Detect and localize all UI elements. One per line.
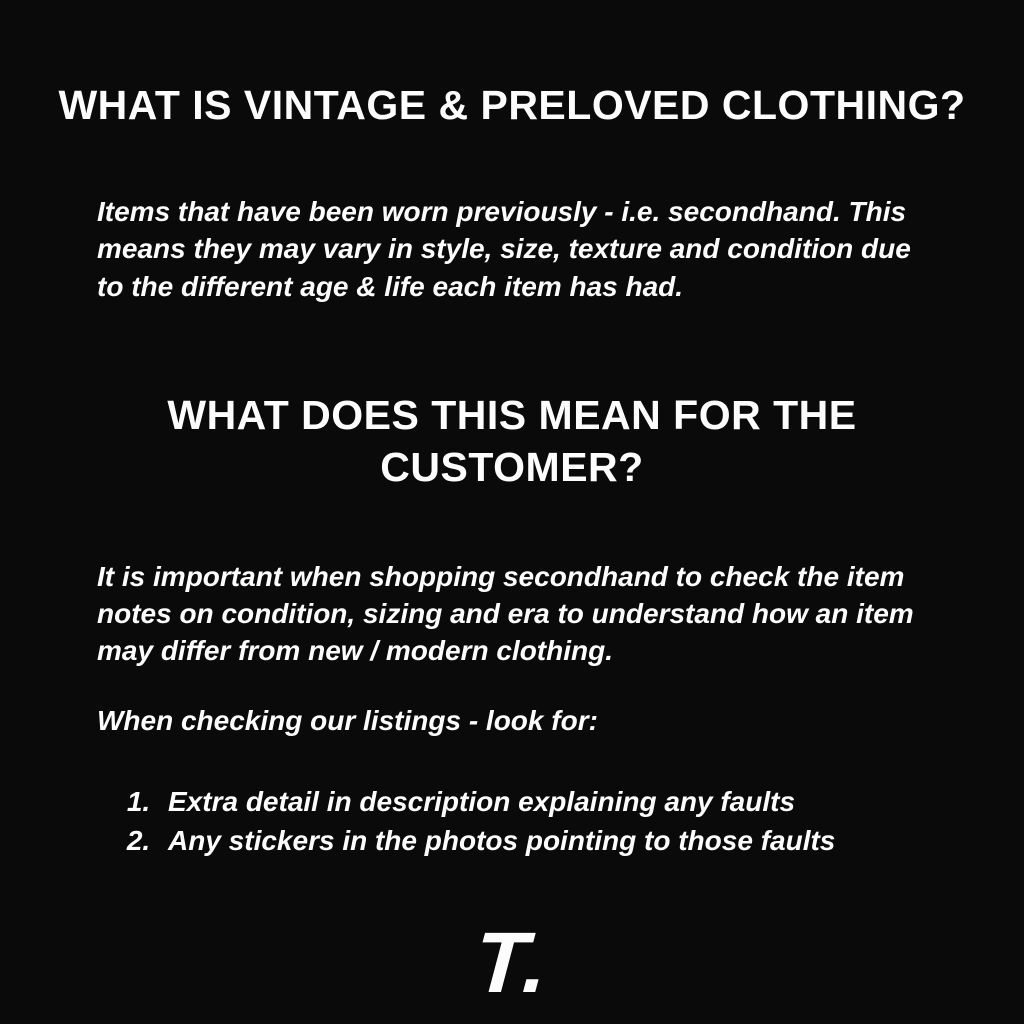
checklist-item: 2. Any stickers in the photos pointing to those faults [158,821,1024,861]
checklist-item: 1. Extra detail in description explaining any faults [158,782,1024,822]
brand-logo: T. [471,915,553,1011]
customer-info-paragraph: It is important when shopping secondhand to check the item notes on condition, sizing and era to understand how an item may differ from new / modern clothing. [97,560,914,667]
section-heading-line-2: CUSTOMER? [380,444,644,491]
section-heading-line-1: WHAT DOES THIS MEAN FOR THE [167,391,857,438]
listings-checklist [0,782,1024,862]
page-title: WHAT IS VINTAGE & PRELOVED CLOTHING? [58,82,966,128]
intro-paragraph: Items that have been worn previously - i.e. secondhand. This means they may vary in style, size, texture and condition due to the different age & life each item has had. [97,196,911,302]
listings-intro-paragraph: When checking our listings - look for: [97,705,598,737]
section-heading-customer [0,389,1024,494]
